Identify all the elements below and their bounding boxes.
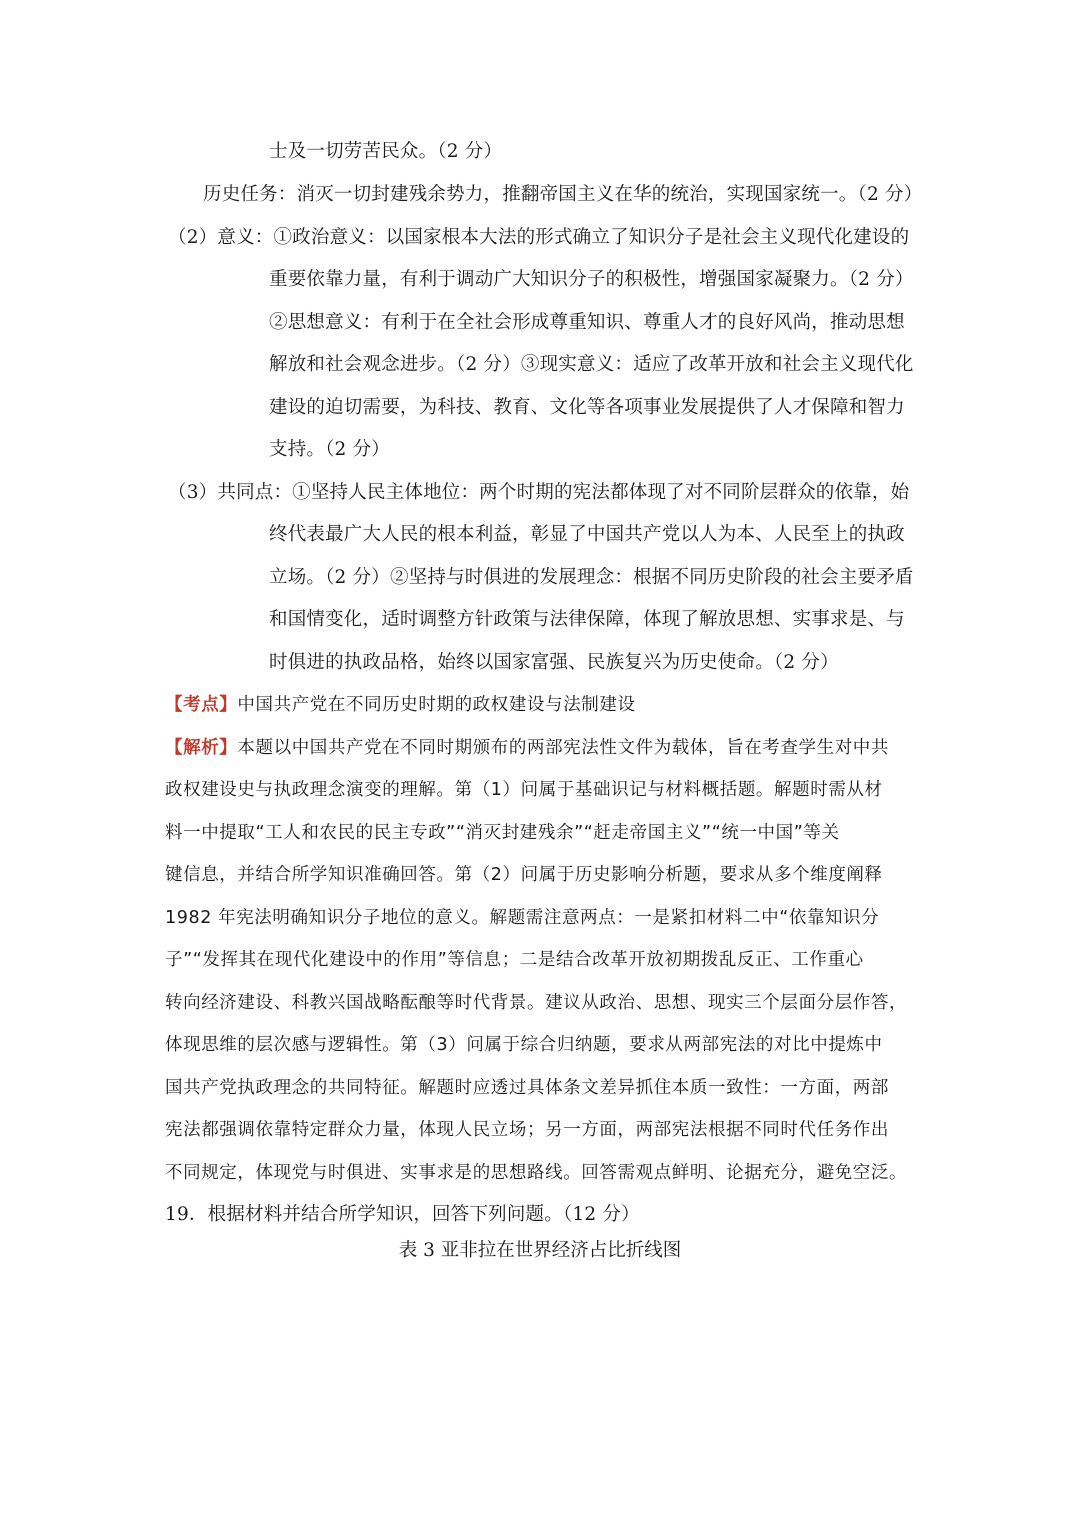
jiexi-line: 体现思维的层次感与逻辑性。第（3）问属于综合归纳题，要求从两部宪法的对比中提炼中 — [165, 1035, 883, 1055]
jiexi-line: 不同规定，体现党与时俱进、实事求是的思想路线。回答需观点鲜明、论据充分，避免空泛。 — [165, 1163, 908, 1183]
answer-line: （2）意义：①政治意义：以国家根本大法的形式确立了知识分子是社会主义现代化建设的 — [168, 227, 910, 248]
jiexi-line: 国共产党执政理念的共同特征。解题时应透过具体条文差异抓住本质一致性：一方面，两部 — [165, 1078, 889, 1098]
answer-line: ②思想意义：有利于在全社会形成尊重知识、尊重人才的良好风尚，推动思想 — [269, 312, 905, 333]
answer-line: 立场。（2 分）②坚持与时俱进的发展理念：根据不同历史阶段的社会主要矛盾 — [269, 567, 914, 588]
jiexi-line — [165, 735, 889, 761]
answer-line: 解放和社会观念进步。（2 分）③现实意义：适应了改革开放和社会主义现代化 — [269, 354, 914, 375]
kaodian-tag: 【考点】 — [165, 695, 238, 715]
answer-line: 历史任务：消灭一切封建残余势力，推翻帝国主义在华的统治，实现国家统一。（2 分） — [203, 184, 923, 205]
answer-line: 士及一切劳苦民众。（2 分） — [269, 141, 503, 162]
answer-line: 支持。（2 分） — [269, 439, 391, 460]
jiexi-line: 政权建设史与执政理念演变的理解。第（1）问属于基础识记与材料概括题。解题时需从材 — [165, 780, 883, 800]
jiexi-line: 子”“发挥其在现代化建设中的作用”等信息；二是结合改革开放初期拨乱反正、工作重心 — [165, 950, 864, 970]
answer-line: 和国情变化，适时调整方针政策与法律保障，体现了解放思想、实事求是、与 — [269, 609, 905, 630]
answer-line: 重要依靠力量，有利于调动广大知识分子的积极性，增强国家凝聚力。（2 分） — [269, 269, 914, 290]
jiexi-line: 键信息，并结合所学知识准确回答。第（2）问属于历史影响分析题，要求从多个维度阐释 — [165, 865, 883, 885]
jiexi-tag: 【解析】 — [165, 738, 238, 758]
kaodian-text: 中国共产党在不同历史时期的政权建设与法制建设 — [237, 695, 636, 715]
table-caption: 表 3 亚非拉在世界经济占比折线图 — [398, 1240, 682, 1261]
jiexi-line: 转向经济建设、科教兴国战略酝酿等时代背景。建议从政治、思想、现实三个层面分层作答， — [165, 993, 908, 1013]
answer-line: 终代表最广大人民的根本利益，彰显了中国共产党以人为本、人民至上的执政 — [269, 524, 905, 545]
answer-line: 时俱进的执政品格，始终以国家富强、民族复兴为历史使命。（2 分） — [269, 652, 839, 673]
question-19: 19．根据材料并结合所学知识，回答下列问题。（12 分） — [165, 1204, 640, 1225]
answer-line: 建设的迫切需要，为科技、教育、文化等各项事业发展提供了人才保障和智力 — [269, 397, 905, 418]
kaodian-line — [165, 692, 636, 718]
jiexi-line: 料一中提取“工人和农民的民主专政”“消灭封建残余”“赶走帝国主义”“统一中国”等关 — [165, 823, 840, 843]
answer-line: （3）共同点：①坚持人民主体地位：两个时期的宪法都体现了对不同阶层群众的依靠，始 — [168, 482, 910, 503]
jiexi-line: 1982 年宪法明确知识分子地位的意义。解题需注意两点：一是紧扣材料二中“依靠知识分 — [165, 908, 880, 928]
jiexi-line: 宪法都强调依靠特定群众力量，体现人民立场；另一方面，两部宪法根据不同时代任务作出 — [165, 1120, 889, 1140]
jiexi-text: 本题以中国共产党在不同时期颁布的两部宪法性文件为载体，旨在考查学生对中共 — [237, 738, 890, 758]
